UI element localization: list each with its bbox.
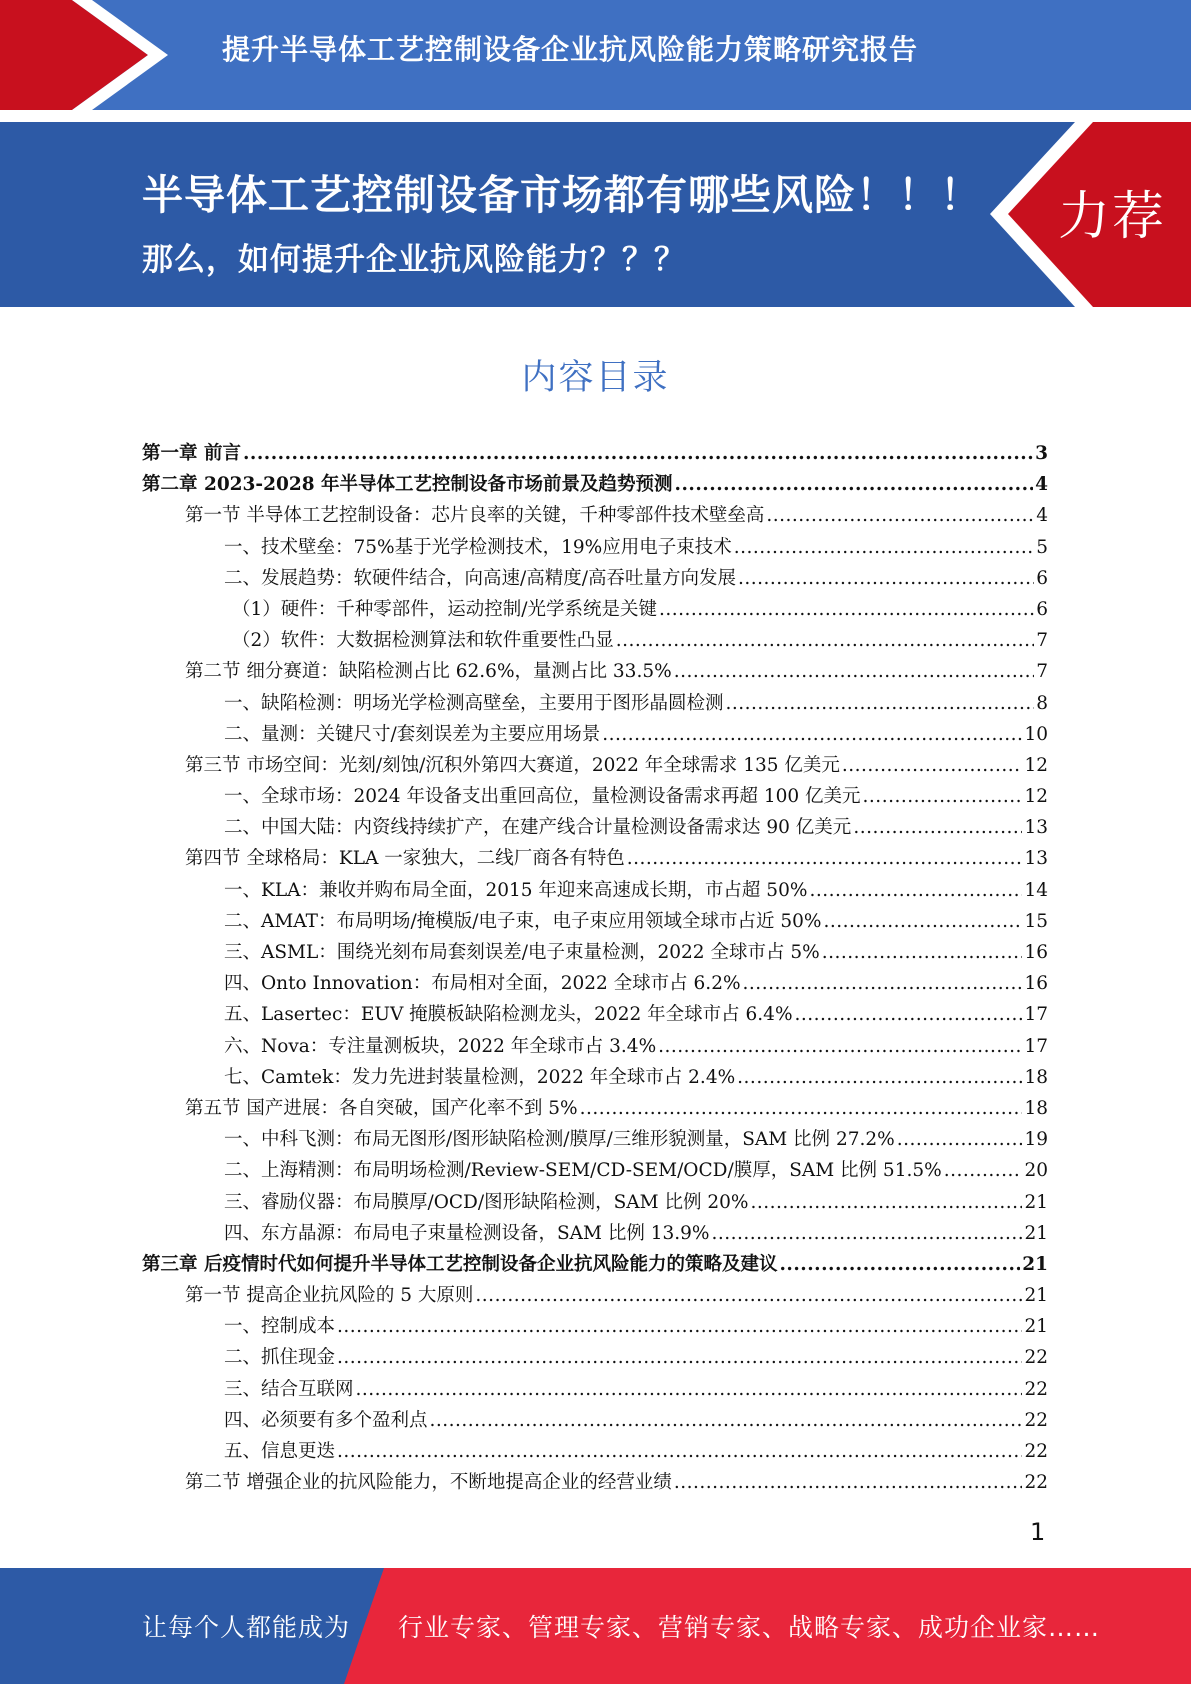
page-number: 1 bbox=[1030, 1518, 1046, 1546]
toc-entry[interactable]: 三、睿励仪器：布局膜厚/OCD/图形缺陷检测，SAM 比例 20% ..... 21 bbox=[142, 1187, 1048, 1218]
toc-entry[interactable]: 第一章 前言 ..... 3 bbox=[142, 438, 1048, 469]
toc-entry[interactable]: 三、ASML：围绕光刻布局套刻误差/电子束量检测，2022 全球市占 5% ..... 16 bbox=[142, 937, 1048, 968]
toc-entry[interactable]: 一、KLA：兼收并购布局全面，2015 年迎来高速成长期，市占超 50% ..... 14 bbox=[142, 875, 1048, 906]
recommend-badge: 力荐 bbox=[1058, 187, 1167, 247]
table-of-contents bbox=[142, 438, 1048, 1498]
toc-entry[interactable]: 二、AMAT：布局明场/掩模版/电子束，电子束应用领域全球市占近 50% ..... 15 bbox=[142, 906, 1048, 937]
toc-entry[interactable]: 第三节 市场空间：光刻/刻蚀/沉积外第四大赛道，2022 年全球需求 135 亿美元 ..... 12 bbox=[142, 750, 1048, 781]
toc-entry[interactable]: 一、全球市场：2024 年设备支出重回高位，量检测设备需求再超 100 亿美元 ..... 12 bbox=[142, 781, 1048, 812]
footer-slogan-left: 让每个人都能成为 bbox=[142, 1613, 351, 1642]
toc-entry[interactable]: 第四节 全球格局：KLA 一家独大，二线厂商各有特色 ..... 13 bbox=[142, 843, 1048, 874]
banner-headline: 半导体工艺控制设备市场都有哪些风险！！！ bbox=[142, 171, 982, 219]
banner-subheadline: 那么，如何提升企业抗风险能力？？？ bbox=[142, 242, 686, 278]
toc-entry[interactable]: 二、中国大陆：内资线持续扩产，在建产线合计量检测设备需求达 90 亿美元 ..... 13 bbox=[142, 812, 1048, 843]
toc-entry[interactable]: 第二节 细分赛道：缺陷检测占比 62.6%，量测占比 33.5% ..... 7 bbox=[142, 656, 1048, 687]
hero-banner bbox=[0, 122, 1191, 307]
toc-entry[interactable]: 六、Nova：专注量测板块，2022 年全球市占 3.4% ..... 17 bbox=[142, 1031, 1048, 1062]
toc-entry[interactable]: 二、抓住现金 ..... 22 bbox=[142, 1342, 1048, 1373]
toc-entry[interactable]: 一、技术壁垒：75%基于光学检测技术，19%应用电子束技术 ..... 5 bbox=[142, 532, 1048, 563]
toc-entry[interactable]: （1）硬件：千种零部件，运动控制/光学系统是关键 ..... 6 bbox=[142, 594, 1048, 625]
toc-entry[interactable]: 二、发展趋势：软硬件结合，向高速/高精度/高吞吐量方向发展 ..... 6 bbox=[142, 563, 1048, 594]
toc-heading: 内容目录 bbox=[521, 358, 670, 398]
toc-entry[interactable]: 四、必须要有多个盈利点 ..... 22 bbox=[142, 1405, 1048, 1436]
toc-entry[interactable]: （2）软件：大数据检测算法和软件重要性凸显 ..... 7 bbox=[142, 625, 1048, 656]
toc-entry[interactable]: 第一节 提高企业抗风险的 5 大原则 ..... 21 bbox=[142, 1280, 1048, 1311]
report-title: 提升半导体工艺控制设备企业抗风险能力策略研究报告 bbox=[222, 33, 919, 66]
footer-slogan-right: 行业专家、管理专家、营销专家、战略专家、成功企业家…… bbox=[398, 1613, 1101, 1642]
report-header-band bbox=[0, 0, 1191, 110]
toc-entry[interactable]: 第一节 半导体工艺控制设备：芯片良率的关键，千种零部件技术壁垒高 ..... 4 bbox=[142, 500, 1048, 531]
toc-entry[interactable]: 二、量测：关键尺寸/套刻误差为主要应用场景 ..... 10 bbox=[142, 719, 1048, 750]
toc-entry[interactable]: 第三章 后疫情时代如何提升半导体工艺控制设备企业抗风险能力的策略及建议 ..... 21 bbox=[142, 1249, 1048, 1280]
toc-entry[interactable]: 第二节 增强企业的抗风险能力，不断地提高企业的经营业绩 ..... 22 bbox=[142, 1467, 1048, 1498]
toc-entry[interactable]: 第五节 国产进展：各自突破，国产化率不到 5% ..... 18 bbox=[142, 1093, 1048, 1124]
toc-entry[interactable]: 一、缺陷检测：明场光学检测高壁垒，主要用于图形晶圆检测 ..... 8 bbox=[142, 688, 1048, 719]
toc-entry[interactable]: 五、Lasertec：EUV 掩膜板缺陷检测龙头，2022 年全球市占 6.4% ..... 17 bbox=[142, 999, 1048, 1030]
toc-entry[interactable]: 第二章 2023-2028 年半导体工艺控制设备市场前景及趋势预测 ..... 4 bbox=[142, 469, 1048, 500]
toc-entry[interactable]: 五、信息更迭 ..... 22 bbox=[142, 1436, 1048, 1467]
toc-entry[interactable]: 四、Onto Innovation：布局相对全面，2022 全球市占 6.2% ..... 16 bbox=[142, 968, 1048, 999]
toc-entry[interactable]: 四、东方晶源：布局电子束量检测设备，SAM 比例 13.9% ..... 21 bbox=[142, 1218, 1048, 1249]
toc-entry[interactable]: 一、中科飞测：布局无图形/图形缺陷检测/膜厚/三维形貌测量，SAM 比例 27.2% ..... 19 bbox=[142, 1124, 1048, 1155]
footer-band bbox=[0, 1568, 1191, 1684]
toc-entry[interactable]: 七、Camtek：发力先进封装量检测，2022 年全球市占 2.4% ..... 18 bbox=[142, 1062, 1048, 1093]
toc-entry[interactable]: 三、结合互联网 ..... 22 bbox=[142, 1374, 1048, 1405]
toc-entry[interactable]: 二、上海精测：布局明场检测/Review-SEM/CD-SEM/OCD/膜厚，SAM 比例 51.5% ..... 20 bbox=[142, 1155, 1048, 1186]
toc-entry[interactable]: 一、控制成本 ..... 21 bbox=[142, 1311, 1048, 1342]
